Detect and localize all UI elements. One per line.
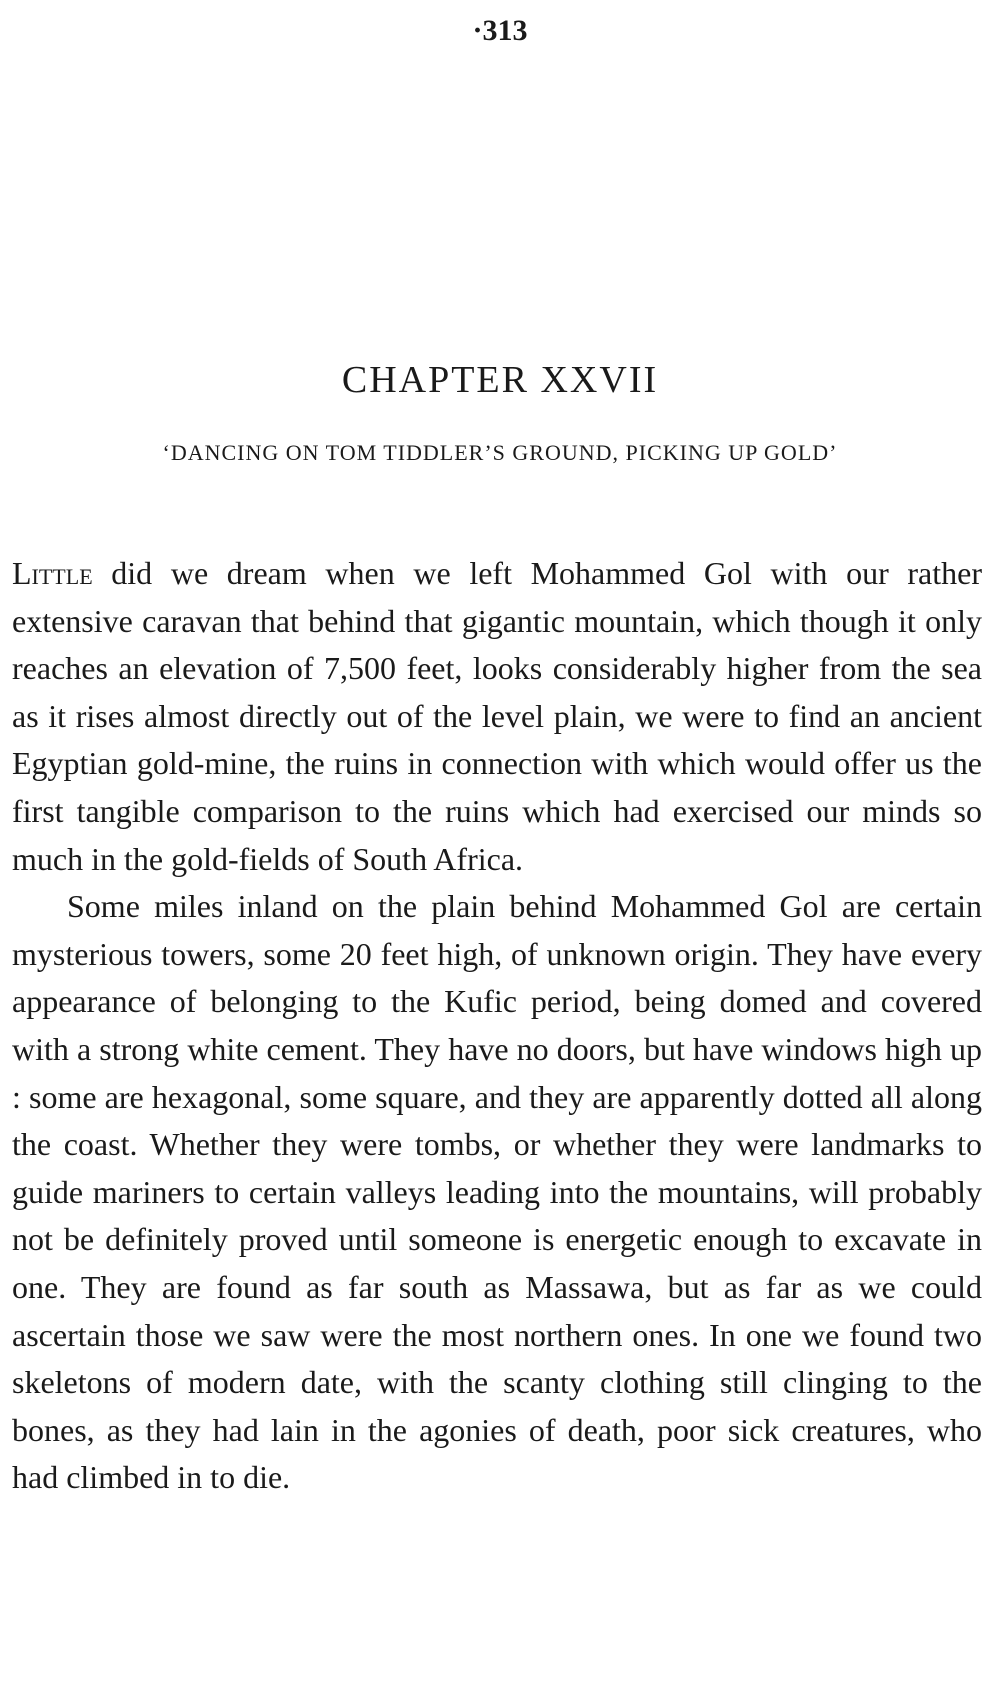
paragraph-1-text: did we dream when we left Mohammed Gol with our rather extensive caravan that behind that gigantic mountain, which though it only reaches an elevation of 7,500 feet, looks considerably higher from the sea as it rises almost directly out of the level plain, we were to find an ancient Egyptian gold-mine, the ruins in connection with which would offer us the first tangible comparison to the ruins which had exercised our minds so much in the gold-fields of South Africa. [12, 555, 982, 877]
page-number: ·313 [472, 14, 528, 47]
paragraph-2: Some miles inland on the plain behind Mohammed Gol are certain mysterious towers, some 20 feet high, of unknown origin. They have every appearance of belonging to the Kufic period, being domed and covered with a strong white cement. They have no doors, but have windows high up : some are hexagonal, some square, and they are apparently dotted all along the coast. Whether they were tombs, or whether they were landmarks to guide mariners to certain valleys leading into the mountains, will probably not be definitely proved until someone is energetic enough to excavate in one. They are found as far south as Massawa, but as far as we could ascertain those we saw were the most northern ones. In one we found two skeletons of modern date, with the scanty clothing still clinging to the bones, as they had lain in the agonies of death, poor sick creatures, who had climbed in to die. [12, 888, 982, 1496]
chapter-subtitle: ‘DANCING ON TOM TIDDLER’S GROUND, PICKING UP GOLD’ [162, 440, 838, 465]
lead-word: Little [12, 555, 93, 591]
paragraph-1 [12, 550, 982, 883]
chapter-title: CHAPTER XXVII [341, 359, 659, 401]
body-text [12, 550, 982, 1502]
